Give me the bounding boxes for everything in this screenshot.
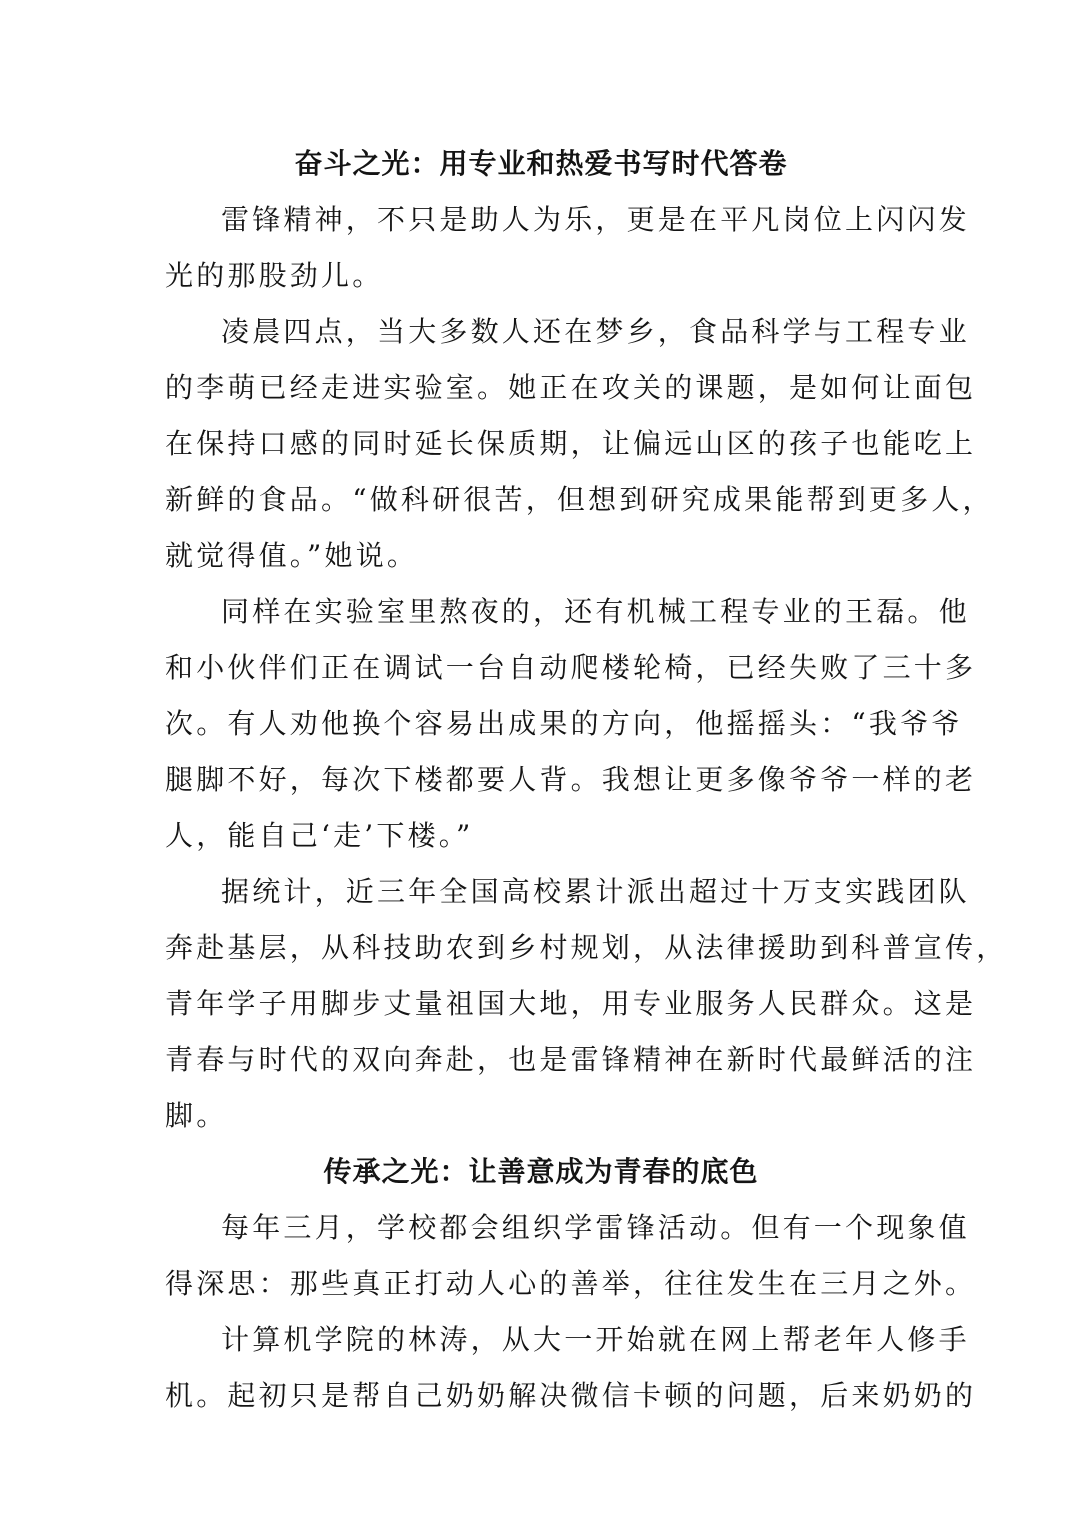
text-line: 奔赴基层，从科技助农到乡村规划，从法律援助到科普宣传， — [165, 931, 1008, 964]
text-line: 据统计，近三年全国高校累计派出超过十万支实践团队 — [221, 875, 970, 908]
text-line: 青春与时代的双向奔赴，也是雷锋精神在新时代最鲜活的注 — [165, 1043, 977, 1076]
paragraph — [165, 304, 994, 584]
paragraph — [165, 1312, 977, 1424]
text-line: 得深思：那些真正打动人心的善举，往往发生在三月之外。 — [165, 1267, 977, 1300]
text-line: 腿脚不好，每次下楼都要人背。我想让更多像爷爷一样的老 — [165, 763, 977, 796]
text-line: 青年学子用脚步丈量祖国大地，用专业服务人民群众。这是 — [165, 987, 977, 1020]
section-heading: 奋斗之光：用专业和热爱书写时代答卷 — [294, 147, 788, 180]
text-line: 的李萌已经走进实验室。她正在攻关的课题，是如何让面包 — [165, 371, 977, 404]
text-line: 每年三月，学校都会组织学雷锋活动。但有一个现象值 — [221, 1211, 970, 1244]
document-page — [165, 136, 1008, 1424]
paragraph — [165, 192, 970, 304]
text-line: 同样在实验室里熬夜的，还有机械工程专业的王磊。他 — [221, 595, 970, 628]
section-struggle — [165, 136, 1008, 1144]
text-line: 凌晨四点，当大多数人还在梦乡，食品科学与工程专业 — [221, 315, 970, 348]
section-inheritance — [165, 1144, 977, 1424]
text-line: 新鲜的食品。“做科研很苦，但想到研究成果能帮到更多人， — [165, 483, 994, 516]
text-line: 计算机学院的林涛，从大一开始就在网上帮老年人修手 — [221, 1323, 970, 1356]
text-line: 和小伙伴们正在调试一台自动爬楼轮椅，已经失败了三十多 — [165, 651, 977, 684]
paragraph — [165, 864, 1008, 1144]
text-line: 就觉得值。”她说。 — [165, 539, 419, 572]
text-line: 雷锋精神，不只是助人为乐，更是在平凡岗位上闪闪发 — [221, 203, 970, 236]
text-line: 在保持口感的同时延长保质期，让偏远山区的孩子也能吃上 — [165, 427, 977, 460]
paragraph — [165, 584, 977, 864]
text-line: 光的那股劲儿。 — [165, 259, 384, 292]
text-line: 脚。 — [165, 1099, 228, 1132]
section-heading: 传承之光：让善意成为青春的底色 — [323, 1155, 759, 1188]
text-line: 人，能自己‘走’下楼。” — [165, 819, 474, 852]
paragraph — [165, 1200, 977, 1312]
text-line: 次。有人劝他换个容易出成果的方向，他摇摇头：“我爷爷 — [165, 707, 963, 740]
text-line: 机。起初只是帮自己奶奶解决微信卡顿的问题，后来奶奶的 — [165, 1379, 977, 1412]
